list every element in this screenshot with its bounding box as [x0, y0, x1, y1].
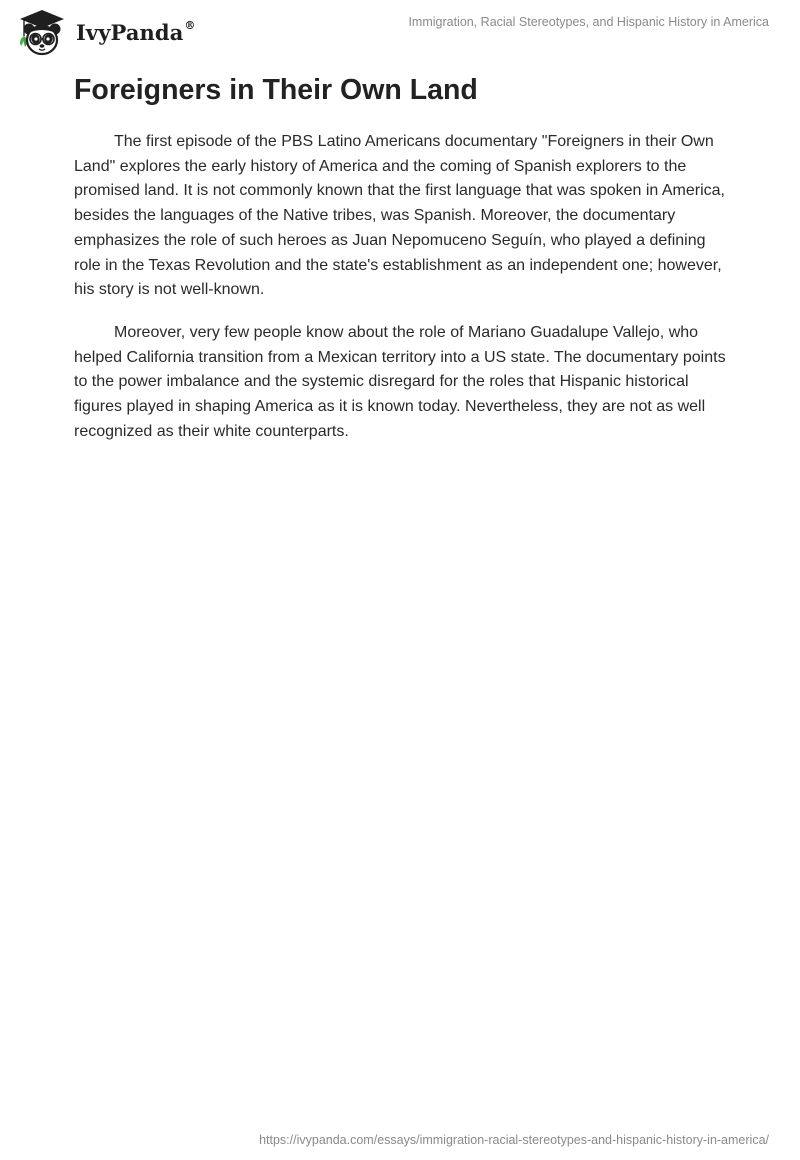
paragraph: The first episode of the PBS Latino Americans documentary "Foreigners in their Own Land" explores the early history of America and the coming of Spanish explorers to the promised land. It is not commonly known that the first language that was spoken in America, besides the languages of the Native tribes, was Spanish. Moreover, the documentary emphasizes the role of such heroes as Juan Nepomuceno Seguín, who played a defining role in the Texas Revolution and the state's establishment as an independent one; however, his story is not well-known.	[74, 133, 725, 299]
article	[74, 72, 726, 462]
page-title: Foreigners in Their Own Land	[74, 74, 478, 106]
ivypanda-logo[interactable]	[14, 8, 196, 58]
registered-mark: ®	[184, 18, 196, 32]
paragraph: Moreover, very few people know about the role of Mariano Guadalupe Vallejo, who helped California transition from a Mexican territory into a US state. The documentary points to the power imbalance and the systemic disregard for the roles that Hispanic historical figures played in shaping America as it is known today. Nevertheless, they are not as well recognized as their white counterparts.	[74, 323, 726, 440]
running-title: Immigration, Racial Stereotypes, and Hispanic History in America	[408, 15, 769, 29]
source-url-link[interactable]: https://ivypanda.com/essays/immigration-racial-stereotypes-and-hispanic-history-in-america/	[259, 1133, 769, 1147]
page-header	[0, 0, 800, 60]
panda-graduate-icon	[14, 8, 70, 58]
brand-name: IvyPanda®	[76, 18, 196, 45]
